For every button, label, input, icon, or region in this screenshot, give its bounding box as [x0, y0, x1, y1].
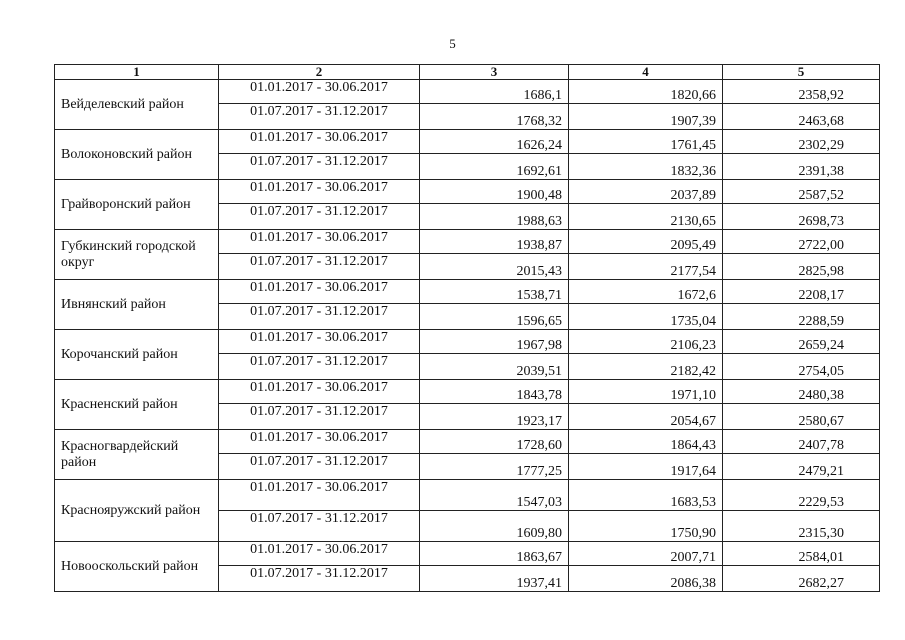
district-name-cell: Красненский район [55, 380, 219, 430]
column-header-2: 2 [219, 65, 420, 80]
period-cell: 01.01.2017 - 30.06.2017 [219, 130, 420, 154]
value-cell-col3: 1538,71 [420, 280, 569, 304]
period-cell: 01.01.2017 - 30.06.2017 [219, 330, 420, 354]
table-row [55, 180, 880, 204]
value-cell-col5: 2754,05 [723, 354, 880, 380]
period-cell: 01.07.2017 - 31.12.2017 [219, 104, 420, 130]
value-cell-col4: 2054,67 [569, 404, 723, 430]
district-name-cell: Грайворонский район [55, 180, 219, 230]
column-header-3: 3 [420, 65, 569, 80]
table-row [55, 330, 880, 354]
value-cell-col3: 1547,03 [420, 480, 569, 511]
period-cell: 01.07.2017 - 31.12.2017 [219, 304, 420, 330]
period-cell: 01.07.2017 - 31.12.2017 [219, 404, 420, 430]
table-row [55, 430, 880, 454]
value-cell-col4: 1907,39 [569, 104, 723, 130]
period-cell: 01.07.2017 - 31.12.2017 [219, 354, 420, 380]
value-cell-col4: 1971,10 [569, 380, 723, 404]
table-body [55, 80, 880, 592]
value-cell-col4: 1750,90 [569, 511, 723, 542]
period-cell: 01.01.2017 - 30.06.2017 [219, 542, 420, 566]
value-cell-col5: 2391,38 [723, 154, 880, 180]
value-cell-col5: 2825,98 [723, 254, 880, 280]
period-cell: 01.01.2017 - 30.06.2017 [219, 480, 420, 511]
value-cell-col4: 2182,42 [569, 354, 723, 380]
period-cell: 01.07.2017 - 31.12.2017 [219, 511, 420, 542]
column-header-4: 4 [569, 65, 723, 80]
district-name-cell: Волоконовский район [55, 130, 219, 180]
period-cell: 01.07.2017 - 31.12.2017 [219, 154, 420, 180]
period-cell: 01.07.2017 - 31.12.2017 [219, 566, 420, 592]
value-cell-col5: 2407,78 [723, 430, 880, 454]
value-cell-col5: 2288,59 [723, 304, 880, 330]
value-cell-col5: 2302,29 [723, 130, 880, 154]
value-cell-col4: 1683,53 [569, 480, 723, 511]
table-row [55, 480, 880, 511]
value-cell-col3: 1923,17 [420, 404, 569, 430]
header-row [55, 65, 880, 80]
value-cell-col4: 1832,36 [569, 154, 723, 180]
district-name-cell: Новооскольский район [55, 542, 219, 592]
value-cell-col3: 1988,63 [420, 204, 569, 230]
value-cell-col5: 2584,01 [723, 542, 880, 566]
value-cell-col4: 1761,45 [569, 130, 723, 154]
period-cell: 01.01.2017 - 30.06.2017 [219, 80, 420, 104]
value-cell-col4: 1820,66 [569, 80, 723, 104]
tariff-table [54, 64, 880, 592]
value-cell-col3: 1596,65 [420, 304, 569, 330]
district-name-cell: Ивнянский район [55, 280, 219, 330]
district-name-cell: Губкинский городской округ [55, 230, 219, 280]
period-cell: 01.01.2017 - 30.06.2017 [219, 180, 420, 204]
value-cell-col3: 2039,51 [420, 354, 569, 380]
value-cell-col5: 2587,52 [723, 180, 880, 204]
value-cell-col5: 2659,24 [723, 330, 880, 354]
period-cell: 01.01.2017 - 30.06.2017 [219, 280, 420, 304]
table-row [55, 130, 880, 154]
table-row [55, 80, 880, 104]
value-cell-col4: 2086,38 [569, 566, 723, 592]
district-name-cell: Краснояружский район [55, 480, 219, 542]
column-header-1: 1 [55, 65, 219, 80]
value-cell-col3: 1843,78 [420, 380, 569, 404]
value-cell-col3: 1777,25 [420, 454, 569, 480]
period-cell: 01.01.2017 - 30.06.2017 [219, 380, 420, 404]
value-cell-col3: 1938,87 [420, 230, 569, 254]
period-cell: 01.01.2017 - 30.06.2017 [219, 430, 420, 454]
value-cell-col3: 1937,41 [420, 566, 569, 592]
table-row [55, 230, 880, 254]
district-name-cell: Красногвардейский район [55, 430, 219, 480]
value-cell-col5: 2480,38 [723, 380, 880, 404]
district-name-cell: Корочанский район [55, 330, 219, 380]
value-cell-col4: 1864,43 [569, 430, 723, 454]
value-cell-col3: 1967,98 [420, 330, 569, 354]
value-cell-col3: 1692,61 [420, 154, 569, 180]
value-cell-col4: 2007,71 [569, 542, 723, 566]
table-row [55, 280, 880, 304]
value-cell-col5: 2580,67 [723, 404, 880, 430]
value-cell-col3: 1768,32 [420, 104, 569, 130]
value-cell-col5: 2479,21 [723, 454, 880, 480]
period-cell: 01.07.2017 - 31.12.2017 [219, 454, 420, 480]
value-cell-col5: 2698,73 [723, 204, 880, 230]
value-cell-col3: 1626,24 [420, 130, 569, 154]
value-cell-col5: 2229,53 [723, 480, 880, 511]
period-cell: 01.07.2017 - 31.12.2017 [219, 254, 420, 280]
period-cell: 01.01.2017 - 30.06.2017 [219, 230, 420, 254]
page-number: 5 [449, 36, 456, 51]
value-cell-col5: 2315,30 [723, 511, 880, 542]
value-cell-col5: 2682,27 [723, 566, 880, 592]
table-row [55, 380, 880, 404]
district-name-cell: Вейделевский район [55, 80, 219, 130]
value-cell-col4: 2130,65 [569, 204, 723, 230]
value-cell-col5: 2722,00 [723, 230, 880, 254]
value-cell-col5: 2208,17 [723, 280, 880, 304]
table-row [55, 542, 880, 566]
value-cell-col4: 2177,54 [569, 254, 723, 280]
value-cell-col5: 2358,92 [723, 80, 880, 104]
value-cell-col3: 1863,67 [420, 542, 569, 566]
table-header [55, 65, 880, 80]
value-cell-col4: 1672,6 [569, 280, 723, 304]
value-cell-col3: 1728,60 [420, 430, 569, 454]
value-cell-col4: 2037,89 [569, 180, 723, 204]
value-cell-col3: 1609,80 [420, 511, 569, 542]
value-cell-col5: 2463,68 [723, 104, 880, 130]
value-cell-col4: 2106,23 [569, 330, 723, 354]
column-header-5: 5 [723, 65, 880, 80]
period-cell: 01.07.2017 - 31.12.2017 [219, 204, 420, 230]
value-cell-col4: 1735,04 [569, 304, 723, 330]
value-cell-col3: 2015,43 [420, 254, 569, 280]
value-cell-col4: 2095,49 [569, 230, 723, 254]
value-cell-col3: 1900,48 [420, 180, 569, 204]
value-cell-col4: 1917,64 [569, 454, 723, 480]
value-cell-col3: 1686,1 [420, 80, 569, 104]
